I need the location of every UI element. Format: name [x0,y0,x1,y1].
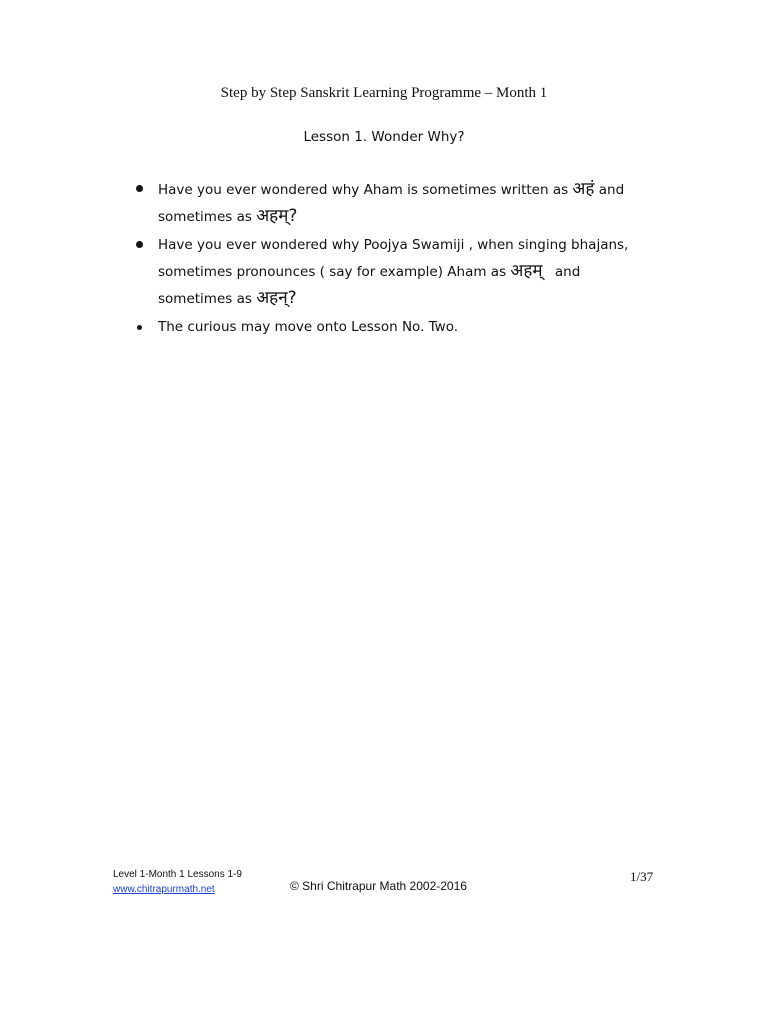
bullet-text: sometimes pronounces ( say for example) Aham as [158,264,507,280]
page-number: 1/37 [630,869,654,884]
footer-level-text: Level 1-Month 1 Lessons 1-9 [113,869,242,880]
bullet-list [132,176,672,342]
devanagari-word: अहं [572,179,595,199]
page-header-title: Step by Step Sanskrit Learning Programme – Month 1 [220,85,548,101]
list-item [132,232,672,312]
bullet-text: and [598,182,625,198]
footer-left [113,867,242,897]
list-item [132,176,672,230]
bullet-icon [137,325,142,330]
bullet-text: and [554,264,581,280]
website-link[interactable]: www.chitrapurmath.net [113,884,215,895]
bullet-text: sometimes as [158,291,252,307]
footer-copyright: © Shri Chitrapur Math 2002-2016 [290,879,467,893]
devanagari-word: अहम् [510,261,543,281]
bullet-text: sometimes as [158,209,252,225]
bullet-text: Have you ever wondered why Aham is sometimes written as [158,182,569,198]
bullet-icon [136,241,143,248]
bullet-text: Have you ever wondered why Poojya Swamiji , when singing bhajans, [158,237,629,253]
bullet-text: The curious may move onto Lesson No. Two. [158,319,459,335]
lesson-title: Lesson 1. Wonder Why? [303,129,465,145]
bullet-icon [136,185,143,192]
list-item [132,314,672,340]
devanagari-word: अहम्? [256,206,298,226]
devanagari-word: अहन्? [256,288,297,308]
